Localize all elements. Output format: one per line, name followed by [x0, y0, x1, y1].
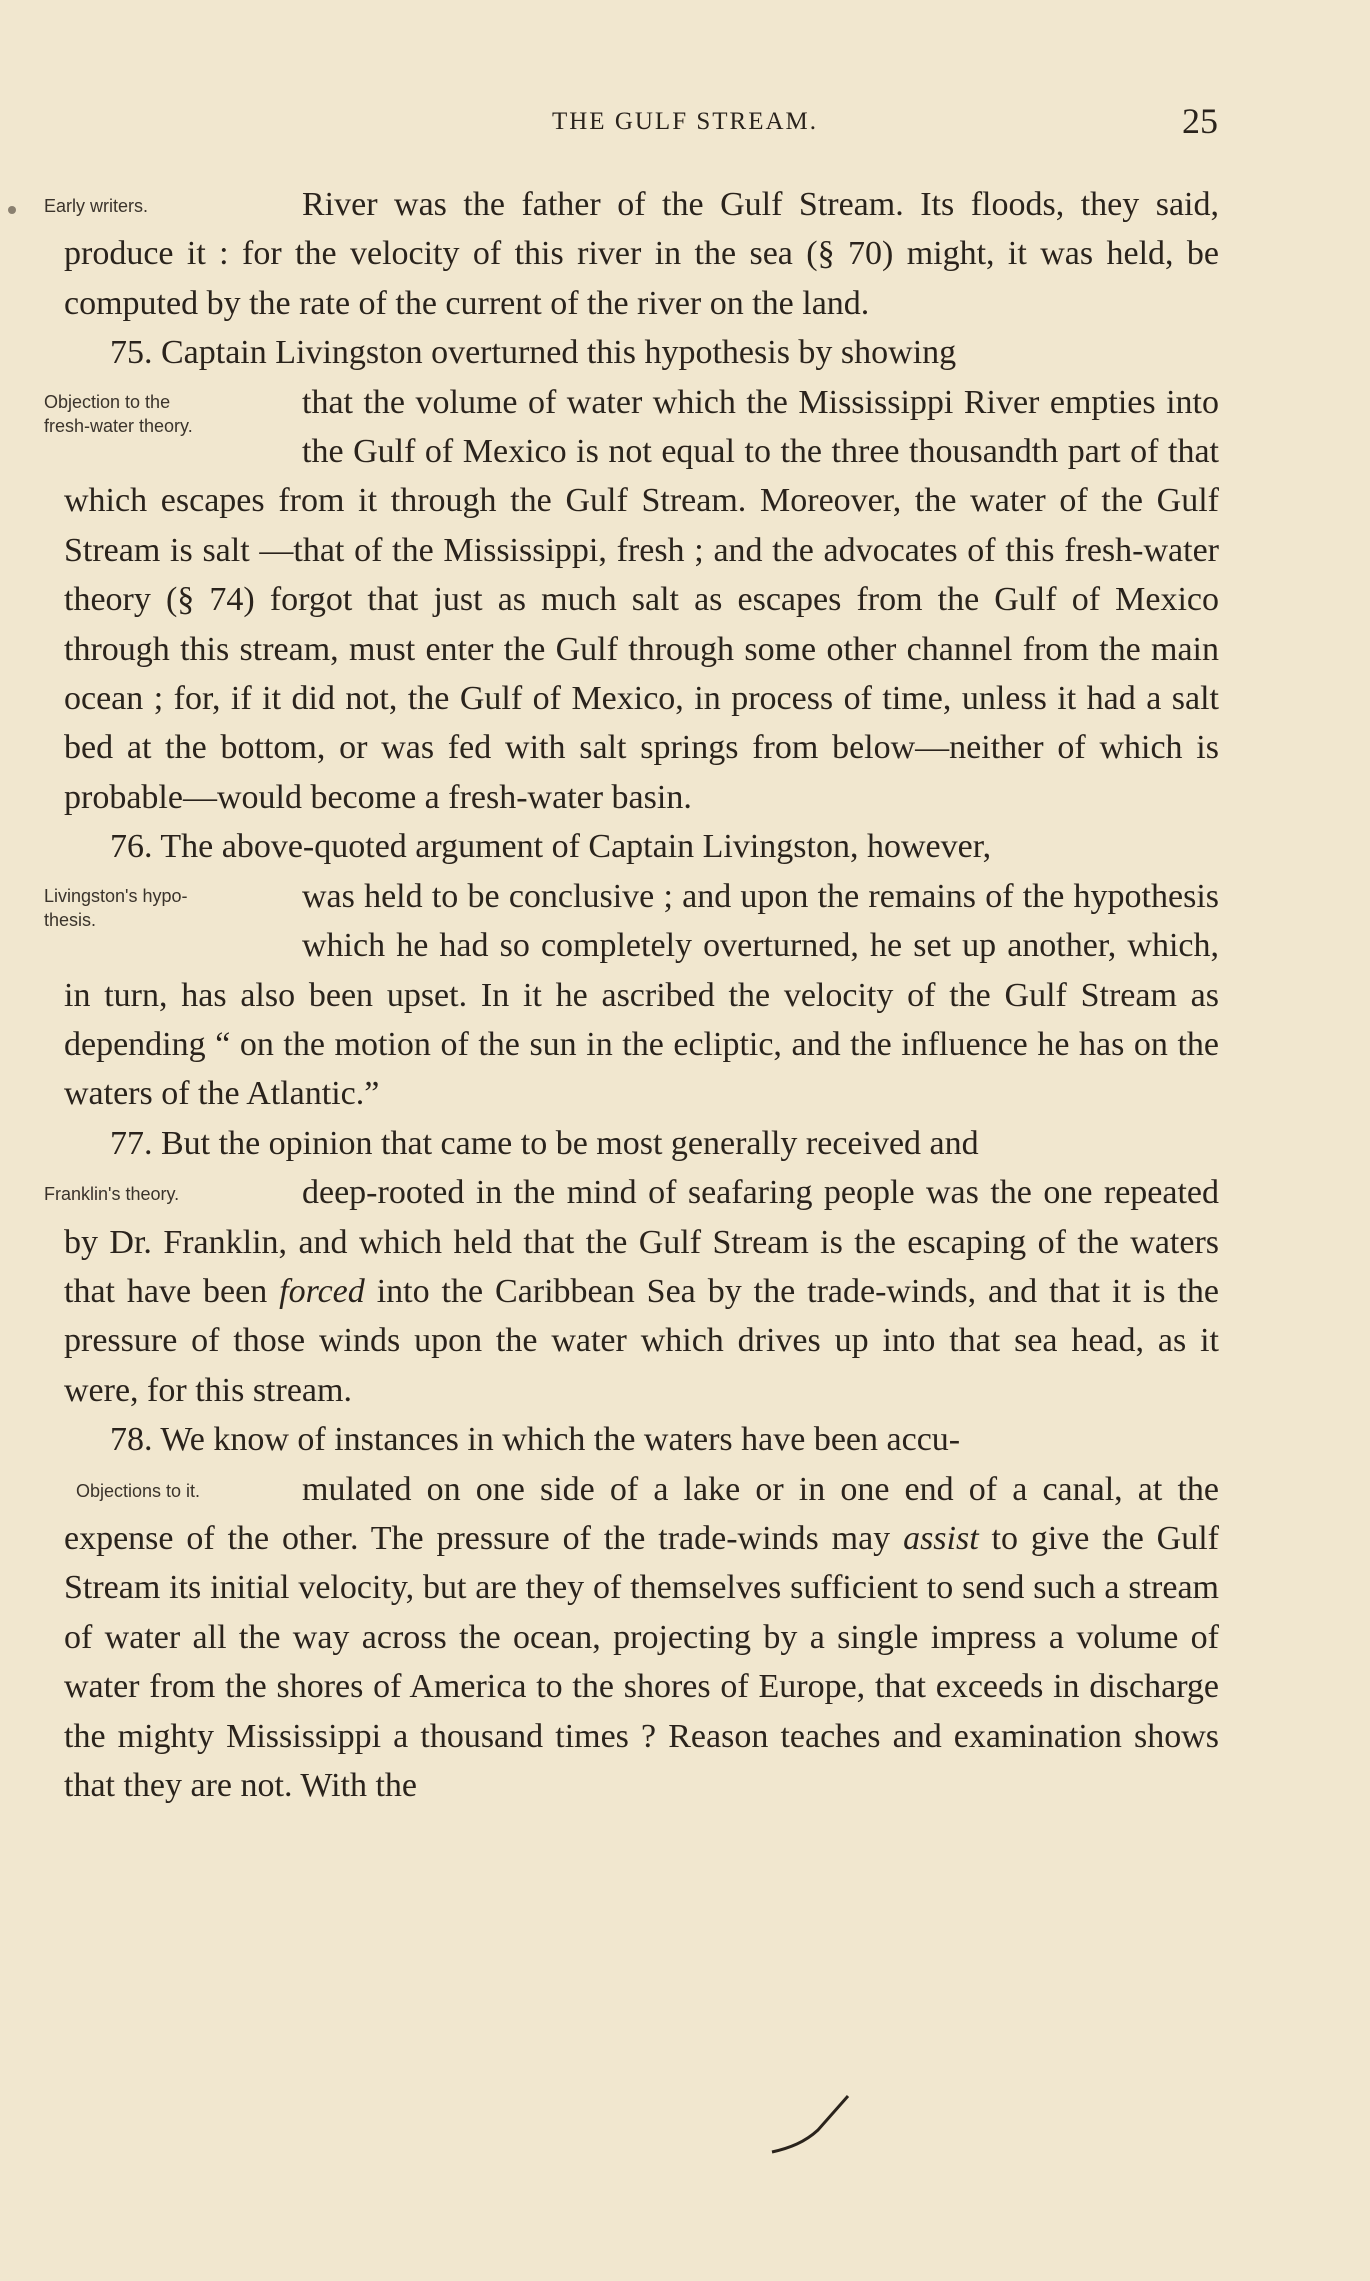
paragraph-76	[64, 822, 1219, 871]
running-head: THE GULF STREAM.	[551, 108, 819, 135]
margin-note-line: Objection to the	[44, 391, 171, 412]
pencil-mark-icon	[770, 2090, 850, 2160]
margin-note-livingston	[44, 872, 294, 971]
paragraph-78-rest-b: to give the Gulf Stream its initial velocity, but are they of themselves sufficient to send such a stream of water all the way across the ocean, projecting by a single impress a volume of water from the shores of America to the shores of Europe, that exceeds in discharge the mighty Mississippi a thousand times ? Reason teaches and examination shows that they are not. With the	[64, 1519, 1220, 1804]
paragraph-78-body	[64, 1465, 1219, 1811]
margin-note-early-writers: Early writers.	[44, 196, 149, 216]
paragraph-78-first-line: 78. We know of instances in which the waters have been accu-	[110, 1421, 961, 1459]
margin-note-line: Livingston's hypo-	[44, 885, 188, 906]
margin-note-objection	[44, 378, 294, 477]
page-header	[0, 100, 1370, 148]
paragraph-77	[64, 1119, 1219, 1168]
italic-word: forced	[279, 1272, 365, 1310]
paragraph-77-rest-b: into the Caribbean Sea by the trade-winds, and that it is the pressure of those winds upon the water which drives up into that sea head, as it were, for this stream.	[64, 1272, 1219, 1409]
margin-note-line: fresh-water theory.	[44, 415, 193, 436]
paragraph-76-rest: was held to be conclusive ; and upon the remains of the hypothesis which he had so completely overturned, he set up another, which, in turn, has also been upset. In it he ascribed the velocity of the Gulf Stream as depending “ on the motion of the sun in the ecliptic, and the influence he has on the waters of the Atlantic.”	[64, 877, 1219, 1113]
italic-word: assist	[903, 1519, 979, 1557]
paragraph-78-rest-a: mulated on one side of a lake or in one end of a canal, at the expense of the other. The pressure of the trade-winds may	[64, 1470, 1219, 1557]
paragraph-77-rest-a: deep-rooted in the mind of seafaring people was the one repeated by Dr. Franklin, and which held that the Gulf Stream is the escaping of the waters that have been	[64, 1174, 1219, 1310]
paragraph-75-first-line: 75. Captain Livingston overturned this hypothesis by showing	[110, 334, 957, 372]
margin-note-objections: Objections to it.	[76, 1480, 201, 1501]
ink-spot	[8, 206, 16, 214]
page-number: 25	[1182, 101, 1218, 141]
margin-note-line: thesis.	[44, 909, 97, 930]
paragraph-78	[64, 1415, 1219, 1464]
body-text	[44, 180, 1220, 1810]
paragraph-75	[64, 328, 1219, 377]
paragraph-77-first-line: 77. But the opinion that came to be most generally received and	[110, 1124, 979, 1162]
paragraph-75-rest: that the volume of water which the Mississippi River empties into the Gulf of Mexico is not equal to the three thousandth part of that which escapes from it through the Gulf Stream. Moreover, the water of the Gulf Stream is salt —that of the Mississippi, fresh ; and the advocates of this fresh-water theory (§ 74) forgot that just as much salt as escapes from the Gulf of Mexico through this stream, must enter the Gulf through some other channel from the main ocean ; for, if it did not, the Gulf of Mexico, in process of time, unless it had a salt bed at the bottom, or was fed with salt springs from below—neither of which is probable—would become a fresh-water basin.	[64, 383, 1219, 816]
paragraph-text: River was the father of the Gulf Stream. Its floods, they said, produce it : for the velocity of this river in the sea (§ 70) might, it was held, be computed by the rate of the current of the river on the land.	[64, 186, 1219, 322]
margin-note-franklin: Franklin's theory.	[44, 1184, 180, 1205]
paragraph-76-first-line: 76. The above-quoted argument of Captain Livingston, however,	[110, 828, 992, 866]
